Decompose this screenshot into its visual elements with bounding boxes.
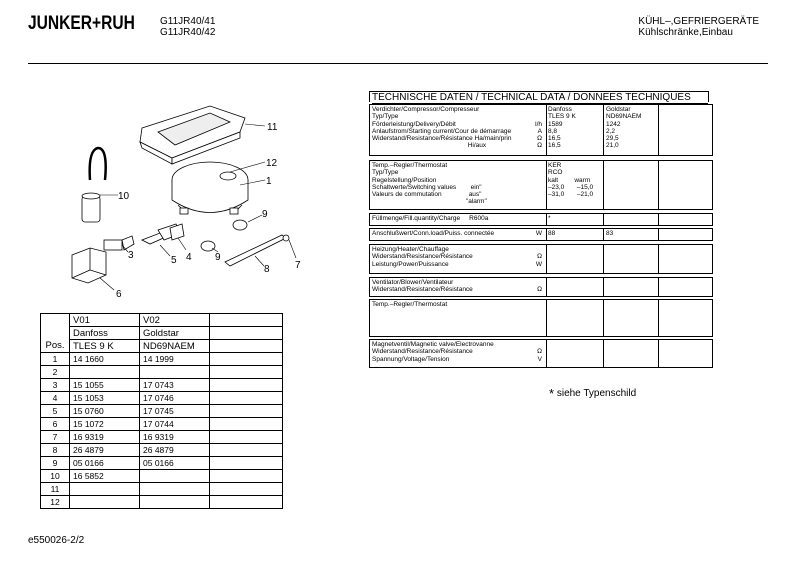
table-row: 12 bbox=[41, 496, 283, 509]
fill-quantity-label: Füllmenge/Fill.quantity/Charge R600a bbox=[372, 215, 489, 222]
note-asterisk: * bbox=[549, 386, 555, 401]
table-row: 7 16 9319 16 9319 bbox=[41, 431, 283, 444]
relay-part bbox=[72, 236, 134, 283]
mounting-bracket-part bbox=[225, 235, 289, 266]
fill-quantity-section bbox=[369, 213, 713, 226]
compressor-section bbox=[369, 104, 713, 156]
connected-load-unit: W bbox=[535, 230, 542, 237]
brand-logo: JUNKER+RUH bbox=[28, 13, 135, 34]
document-code: e550026-2/2 bbox=[28, 535, 85, 546]
callout-11: 11 bbox=[267, 122, 278, 133]
table-row: 5 15 0760 17 0745 bbox=[41, 405, 283, 418]
v02-brand: Goldstar bbox=[140, 327, 210, 340]
parts-list-table bbox=[40, 313, 283, 509]
heater-labels: Heizung/Heater/Chauffage Widerstand/Resistance/Résistance Leistung/Power/Puissance bbox=[372, 246, 473, 268]
v01-model: TLES 9 K bbox=[70, 340, 140, 353]
col-v02: V02 bbox=[140, 314, 210, 327]
connected-load-v02: 83 bbox=[606, 230, 614, 237]
capacitor-part bbox=[82, 148, 106, 222]
callout-9b: 9 bbox=[215, 252, 221, 263]
appliance-category bbox=[638, 16, 759, 38]
compressor-v02-values: Goldstar ND69NAEM 1242 2,2 29,5 21,0 bbox=[606, 106, 642, 150]
heater-units: Ω W bbox=[535, 253, 542, 268]
table-row: 6 15 1072 17 0744 bbox=[41, 418, 283, 431]
callout-1: 1 bbox=[266, 176, 272, 187]
valve-units: Ω V bbox=[537, 348, 542, 363]
col-v01: V01 bbox=[70, 314, 140, 327]
callout-3: 3 bbox=[128, 250, 134, 261]
v01-brand: Danfoss bbox=[70, 327, 140, 340]
callout-4: 4 bbox=[186, 252, 192, 263]
grommet-parts bbox=[201, 220, 247, 251]
category-line-1: KÜHL–,GEFRIERGERÄTE bbox=[638, 16, 759, 27]
model-numbers bbox=[160, 16, 215, 38]
callout-12: 12 bbox=[266, 158, 278, 169]
table-row: 2 bbox=[41, 366, 283, 379]
compressor-units: l/h A Ω Ω bbox=[535, 120, 542, 150]
thermostat-labels: Temp.–Regler/Thermostat Typ/Type Regelstellung/Position Schaltwerte/Switching values ein" Valeurs de commutation aus" "alarm" bbox=[372, 162, 487, 206]
tech-data-title: TECHNISCHE DATEN / TECHNICAL DATA / DONNEES TECHNIQUES bbox=[369, 91, 709, 102]
clip-parts bbox=[142, 224, 184, 244]
thermostat2-label: Temp.–Regler/Thermostat bbox=[372, 301, 448, 308]
pos-label: Pos. bbox=[41, 340, 70, 353]
type-plate-note bbox=[549, 386, 636, 401]
valve-section bbox=[369, 339, 713, 368]
heater-section bbox=[369, 244, 713, 274]
drip-tray-part bbox=[140, 106, 245, 164]
parts-header-row bbox=[41, 314, 283, 327]
exploded-parts-diagram bbox=[60, 100, 310, 305]
compressor-v01-values: Danfoss TLES 9 K 1589 8,8 16,5 16,5 bbox=[548, 106, 576, 150]
callout-8: 8 bbox=[264, 264, 270, 275]
callout-10: 10 bbox=[118, 191, 130, 202]
connected-load-label: Anschlußwert/Conn.load/Puiss. connectée bbox=[372, 230, 495, 237]
callout-6: 6 bbox=[116, 289, 122, 300]
table-row: 9 05 0166 05 0166 bbox=[41, 457, 283, 470]
valve-labels: Magnetventil/Magnetic valve/Electrovanne Widerstand/Resistance/Résistance Spannung/Voltage/Tension bbox=[372, 341, 494, 363]
model-number-2: G11JR40/42 bbox=[160, 27, 216, 38]
category-line-2: Kühlschränke,Einbau bbox=[638, 27, 733, 38]
fan-labels: Ventilator/Blower/Ventilateur Widerstand/Resistance/Résistance bbox=[372, 279, 473, 294]
thermostat-v01-values: KER RCO kalt warm –23,0 –15,0 –31,0 –21,0 bbox=[548, 162, 594, 199]
table-row: 8 26 4879 26 4879 bbox=[41, 444, 283, 457]
table-row: 11 bbox=[41, 483, 283, 496]
compressor-labels: Verdichter/Compressor/Compresseur Typ/Type Förderleistung/Delivery/Débit Anlaufstrom/Starting current/Cour de démarrage Widerstand/Resistance/Résistance Ha/main/prin Hi/aux bbox=[372, 106, 512, 150]
table-row: 4 15 1053 17 0746 bbox=[41, 392, 283, 405]
table-row: 10 16 5852 bbox=[41, 470, 283, 483]
table-row: 1 14 1660 14 1999 bbox=[41, 353, 283, 366]
header-divider bbox=[28, 63, 768, 64]
fan-units: Ω bbox=[537, 286, 542, 294]
parts-header-row bbox=[41, 340, 283, 353]
table-row: 3 15 1055 17 0743 bbox=[41, 379, 283, 392]
callout-5: 5 bbox=[171, 255, 177, 266]
fill-quantity-value: * bbox=[548, 215, 551, 222]
connected-load-v01: 88 bbox=[548, 230, 556, 237]
fan-section bbox=[369, 277, 713, 297]
thermostat2-section bbox=[369, 299, 713, 337]
parts-header-row bbox=[41, 327, 283, 340]
connected-load-section bbox=[369, 228, 713, 241]
callout-9a: 9 bbox=[262, 209, 268, 220]
compressor-part bbox=[172, 162, 248, 214]
callout-7: 7 bbox=[295, 260, 301, 271]
v02-model: ND69NAEM bbox=[140, 340, 210, 353]
model-number-1: G11JR40/41 bbox=[160, 16, 216, 27]
thermostat-section bbox=[369, 160, 713, 210]
note-text: siehe Typenschild bbox=[554, 388, 637, 399]
